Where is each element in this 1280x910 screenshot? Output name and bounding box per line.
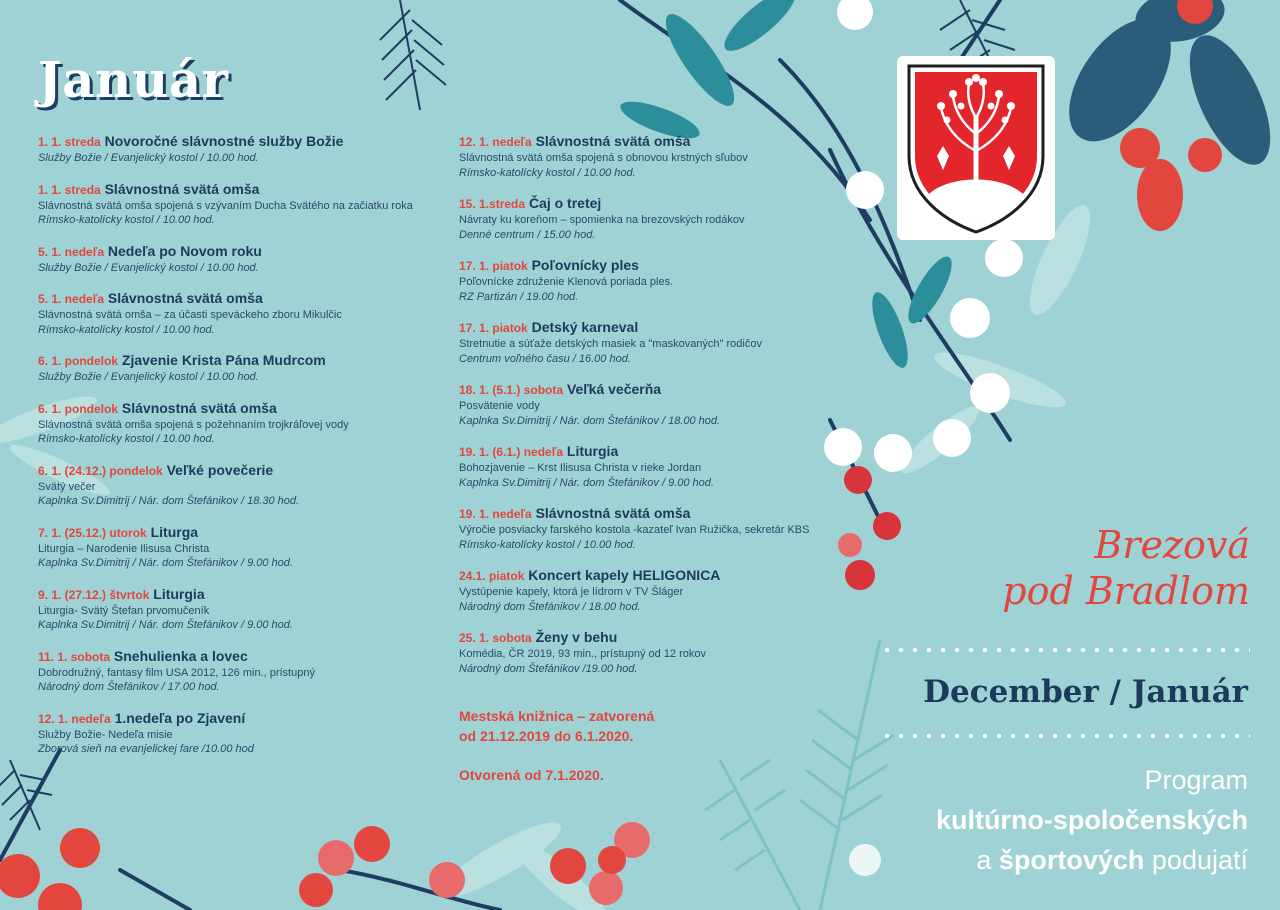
event-name: Novoročné slávnostné služby Božie — [104, 133, 344, 149]
event-name: Slávnostná svätá omša — [107, 290, 263, 306]
event-place: Služby Božie / Evanjelický kostol / 10.00 hod. — [38, 261, 259, 274]
event-description: Dobrodružný, fantasy film USA 2012, 126 min., prístupný — [38, 666, 315, 679]
event-description: Liturgia- Svätý Štefan prvomučeník — [38, 604, 210, 617]
event-date: 6. 1. pondelok — [38, 401, 119, 416]
event-date: 6. 1. (24.12.) pondelok — [38, 463, 163, 478]
event-name: Liturgia — [566, 443, 619, 459]
event-date: 25. 1. sobota — [459, 631, 532, 645]
list-item — [38, 524, 418, 571]
program-subtitle — [936, 760, 1248, 880]
program-word: športových — [998, 845, 1145, 875]
event-place: Kaplnka Sv.Dimitrij / Nár. dom Štefánikov / 18.00 hod. — [459, 414, 721, 427]
dotted-divider — [880, 733, 1250, 739]
event-place: Rímsko-katolícky kostol / 10.00 hod. — [38, 323, 215, 336]
town-name — [1002, 522, 1250, 614]
events-column-middle — [459, 133, 819, 804]
event-place: Rímsko-katolícky kostol / 10.00 hod. — [38, 214, 215, 226]
event-place: Národný dom Štefánikov / 17.00 hod. — [38, 681, 220, 693]
dotted-divider — [880, 647, 1250, 653]
list-item — [459, 195, 819, 242]
list-item — [38, 290, 418, 337]
event-description: Svätý večer — [38, 480, 96, 493]
event-name: Nedeľa po Novom roku — [107, 242, 262, 259]
program-line: Program — [1144, 765, 1248, 795]
event-date: 1. 1. streda — [38, 135, 101, 149]
event-date: 15. 1.streda — [459, 197, 526, 211]
event-description: Bohozjavenie – Krst Ilisusa Christa v rieke Jordan — [459, 462, 702, 474]
event-description: Liturgia – Narodenie Ilisusa Christa — [38, 542, 210, 555]
event-date: 17. 1. piatok — [459, 321, 528, 335]
event-description: Slávnostná svätá omša spojená s vzývaním Ducha Svätého na začiatku roka — [38, 199, 413, 212]
event-place: Denné centrum / 15.00 hod. — [459, 228, 596, 241]
event-date: 19. 1. (6.1.) nedeľa — [459, 445, 564, 459]
event-name: Koncert kapely HELIGONICA — [528, 567, 721, 583]
event-name: Slávnostná svätá omša — [535, 505, 691, 521]
event-description: Poľovnícke združenie Klenová poriada ples. — [459, 276, 674, 288]
event-name: Poľovnícky ples — [531, 257, 639, 273]
event-name: Slávnostná svätá omša — [121, 399, 277, 416]
event-place: Centrum voľného času / 16.00 hod. — [459, 352, 631, 365]
list-item — [459, 567, 819, 614]
list-item — [38, 586, 418, 633]
event-description: Vystúpenie kapely, ktorá je lídrom v TV Šláger — [459, 586, 684, 598]
event-name: Ženy v behu — [535, 629, 618, 645]
event-description: Komédia, ČR 2019, 93 min., prístupný od 12 rokov — [459, 648, 707, 660]
event-name: 1.nedeľa po Zjavení — [114, 709, 246, 726]
notice-line: Mestská knižnica – zatvorená — [459, 708, 655, 724]
event-name: Slávnostná svätá omša — [535, 133, 691, 149]
event-place: Kaplnka Sv.Dimitrij / Nár. dom Štefánikov / 18.30 hod. — [38, 495, 300, 507]
event-place: Rímsko-katolícky kostol / 10.00 hod. — [459, 166, 636, 179]
list-item — [38, 352, 418, 385]
event-place: Kaplnka Sv.Dimitrij / Nár. dom Štefánikov / 9.00 hod. — [38, 557, 293, 569]
list-item — [38, 400, 418, 447]
list-item — [459, 629, 819, 676]
list-item — [459, 319, 819, 366]
event-description: Výročie posviacky farského kostola -kazateľ Ivan Ružička, sekretár KBS — [459, 524, 810, 536]
town-name-line: pod Bradlom — [1002, 569, 1250, 613]
event-place: Rímsko-katolícky kostol / 10.00 hod. — [459, 538, 636, 551]
event-date: 5. 1. nedeľa — [38, 292, 104, 306]
cover-title: December / Január — [923, 674, 1248, 710]
event-name: Detský karneval — [531, 319, 639, 335]
event-place: RZ Partizán / 19.00 hod. — [459, 290, 579, 303]
event-date: 11. 1. sobota — [38, 649, 111, 664]
event-place: Služby Božie / Evanjelický kostol / 10.00 hod. — [38, 152, 259, 164]
event-place: Národný dom Štefánikov / 18.00 hod. — [459, 600, 641, 613]
event-description: Služby Božie- Nedeľa misie — [38, 728, 173, 741]
event-name: Čaj o tretej — [528, 195, 602, 211]
event-date: 7. 1. (25.12.) utorok — [38, 525, 147, 540]
coat-of-arms-icon — [897, 56, 1055, 240]
list-item — [38, 648, 418, 695]
event-name: Veľké povečerie — [166, 461, 274, 478]
list-item — [459, 257, 819, 304]
event-date: 9. 1. (27.12.) štvrtok — [38, 587, 150, 602]
list-item — [459, 443, 819, 490]
event-place: Národný dom Štefánikov /19.00 hod. — [459, 662, 638, 675]
event-description: Slávnostná svätá omša spojená s obnovou krstných sľubov — [459, 152, 748, 164]
list-item — [459, 133, 819, 180]
event-place: Služby Božie / Evanjelický kostol / 10.00 hod. — [38, 371, 259, 383]
event-date: 12. 1. nedeľa — [38, 711, 111, 726]
list-item — [38, 243, 418, 276]
event-name: Snehulienka a lovec — [113, 647, 248, 664]
events-column-left — [38, 133, 418, 772]
month-title: Január — [38, 50, 229, 109]
event-date: 5. 1. nedeľa — [38, 244, 104, 259]
list-item — [459, 505, 819, 552]
notice-line: Otvorená od 7.1.2020. — [459, 767, 604, 783]
event-date: 12. 1. nedeľa — [459, 135, 532, 149]
event-date: 1. 1. streda — [38, 182, 101, 197]
event-description: Stretnutie a súťaže detských masiek a "maskovaných" rodičov — [459, 338, 762, 350]
event-date: 24.1. piatok — [459, 569, 525, 583]
event-description: Návraty ku koreňom – spomienka na brezovských rodákov — [459, 214, 745, 226]
program-line: kultúrno-spoločenských — [935, 805, 1248, 835]
event-name: Liturga — [150, 523, 199, 540]
list-item — [38, 462, 418, 509]
event-date: 6. 1. pondelok — [38, 354, 119, 368]
library-notice — [459, 706, 819, 785]
event-name: Zjavenie Krista Pána Mudrcom — [121, 352, 326, 368]
event-place: Zborová sieň na evanjelickej fare /10.00 hod — [38, 743, 254, 755]
program-word: a — [976, 845, 999, 875]
event-place: Rímsko-katolícky kostol / 10.00 hod. — [38, 433, 215, 445]
event-name: Liturgia — [153, 585, 205, 602]
list-item — [38, 181, 418, 228]
event-name: Slávnostná svätá omša — [104, 180, 260, 197]
event-place: Kaplnka Sv.Dimitrij / Nár. dom Štefánikov / 9.00 hod. — [459, 476, 714, 489]
notice-line: od 21.12.2019 do 6.1.2020. — [459, 728, 634, 744]
list-item — [459, 381, 819, 428]
event-description: Slávnostná svätá omša – za účasti speváckeho zboru Mikulčic — [38, 309, 342, 321]
event-place: Kaplnka Sv.Dimitrij / Nár. dom Štefánikov / 9.00 hod. — [38, 619, 293, 631]
list-item — [38, 710, 418, 757]
event-description: Slávnostná svätá omša spojená s požehnaním trojkráľovej vody — [38, 418, 349, 431]
event-date: 19. 1. nedeľa — [459, 507, 532, 521]
program-word: podujatí — [1144, 845, 1248, 875]
event-date: 18. 1. (5.1.) sobota — [459, 383, 564, 397]
event-name: Veľká večerňa — [566, 381, 662, 397]
event-description: Posvätenie vody — [459, 400, 540, 412]
town-name-line: Brezová — [1094, 523, 1250, 567]
event-date: 17. 1. piatok — [459, 259, 528, 273]
list-item — [38, 133, 418, 166]
